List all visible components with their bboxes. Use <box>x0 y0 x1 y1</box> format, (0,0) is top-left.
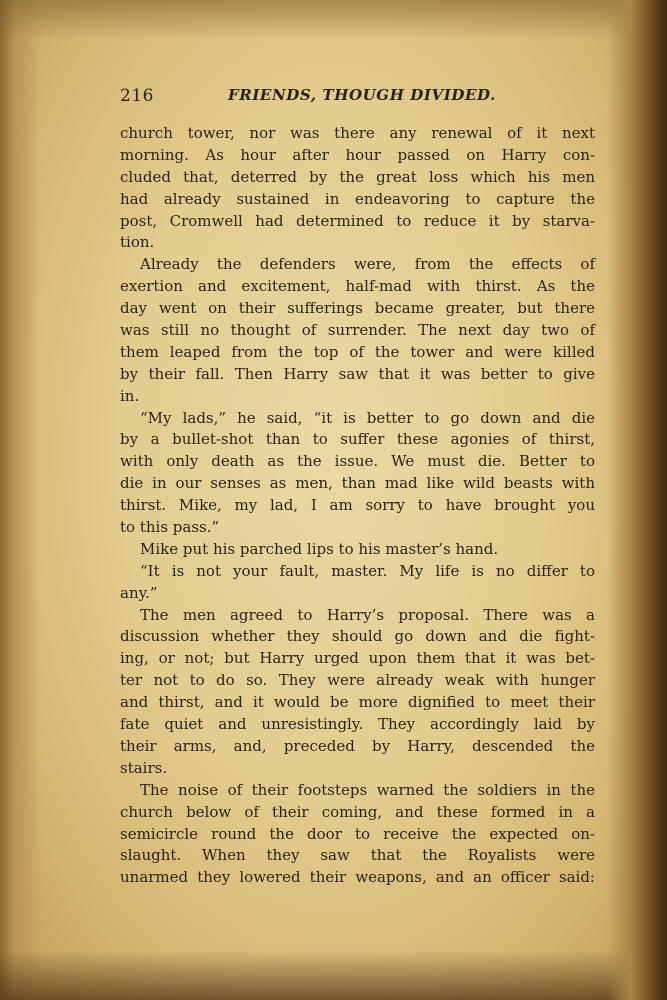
text-line: was still no thought of surrender. The next day two of <box>120 321 595 340</box>
text-line: stairs. <box>120 758 168 777</box>
text-line: The noise of their footsteps warned the soldiers in the <box>140 780 595 799</box>
text-line: The men agreed to Harry’s proposal. There was a <box>140 605 595 624</box>
text-line: slaught. When they saw that the Royalists were <box>120 846 595 865</box>
text-line: had already sustained in endeavoring to capture the <box>120 189 595 208</box>
text-line: them leaped from the top of the tower and were killed <box>120 342 595 361</box>
page-number: 216 <box>120 86 154 106</box>
page-header <box>120 86 595 110</box>
top-shadow <box>0 0 667 40</box>
text-line: exertion and excitement, half-mad with thirst. As the <box>120 277 595 296</box>
text-line: to this pass.” <box>120 518 220 537</box>
text-line: in. <box>120 386 140 405</box>
text-line: and thirst, and it would be more dignified to meet their <box>120 693 595 712</box>
text-line: post, Cromwell had determined to reduce it by starva- <box>120 211 595 230</box>
text-line: by their fall. Then Harry saw that it was better to give <box>120 364 595 383</box>
text-line: church below of their coming, and these formed in a <box>120 802 595 821</box>
text-line: semicircle round the door to receive the expected on- <box>120 824 595 843</box>
text-line: any.” <box>120 583 158 602</box>
text-line: thirst. Mike, my lad, I am sorry to have brought you <box>120 496 595 515</box>
text-line: their arms, and, preceded by Harry, descended the <box>120 736 595 755</box>
text-line: discussion whether they should go down and die fight- <box>120 627 595 646</box>
text-line: fate quiet and unresistingly. They accordingly laid by <box>120 715 595 734</box>
text-line: ing, or not; but Harry urged upon them that it was bet- <box>120 649 595 668</box>
text-line: unarmed they lowered their weapons, and an officer said: <box>120 868 595 887</box>
text-line: Already the defenders were, from the effects of <box>140 255 595 274</box>
text-line: die in our senses as men, than mad like wild beasts with <box>120 474 595 493</box>
text-line: morning. As hour after hour passed on Harry con- <box>120 145 595 164</box>
text-line: with only death as the issue. We must die. Better to <box>120 452 595 471</box>
text-line: tion. <box>120 233 155 252</box>
text-line: Mike put his parched lips to his master’s hand. <box>140 539 499 558</box>
text-line: “It is not your fault, master. My life is no differ to <box>140 561 595 580</box>
text-line: by a bullet-shot than to suffer these agonies of thirst, <box>120 430 595 449</box>
body-text <box>120 123 595 889</box>
text-line: church tower, nor was there any renewal of it next <box>120 124 595 142</box>
bottom-shadow <box>0 950 667 1000</box>
text-line: “My lads,” he said, “it is better to go down and die <box>140 408 595 427</box>
text-line: cluded that, deterred by the great loss which his men <box>120 167 595 186</box>
text-line: ter not to do so. They were already weak with hunger <box>120 671 595 690</box>
running-title: FRIENDS, THOUGH DIVIDED. <box>228 86 496 104</box>
text-line: day went on their sufferings became greater, but there <box>120 299 595 318</box>
